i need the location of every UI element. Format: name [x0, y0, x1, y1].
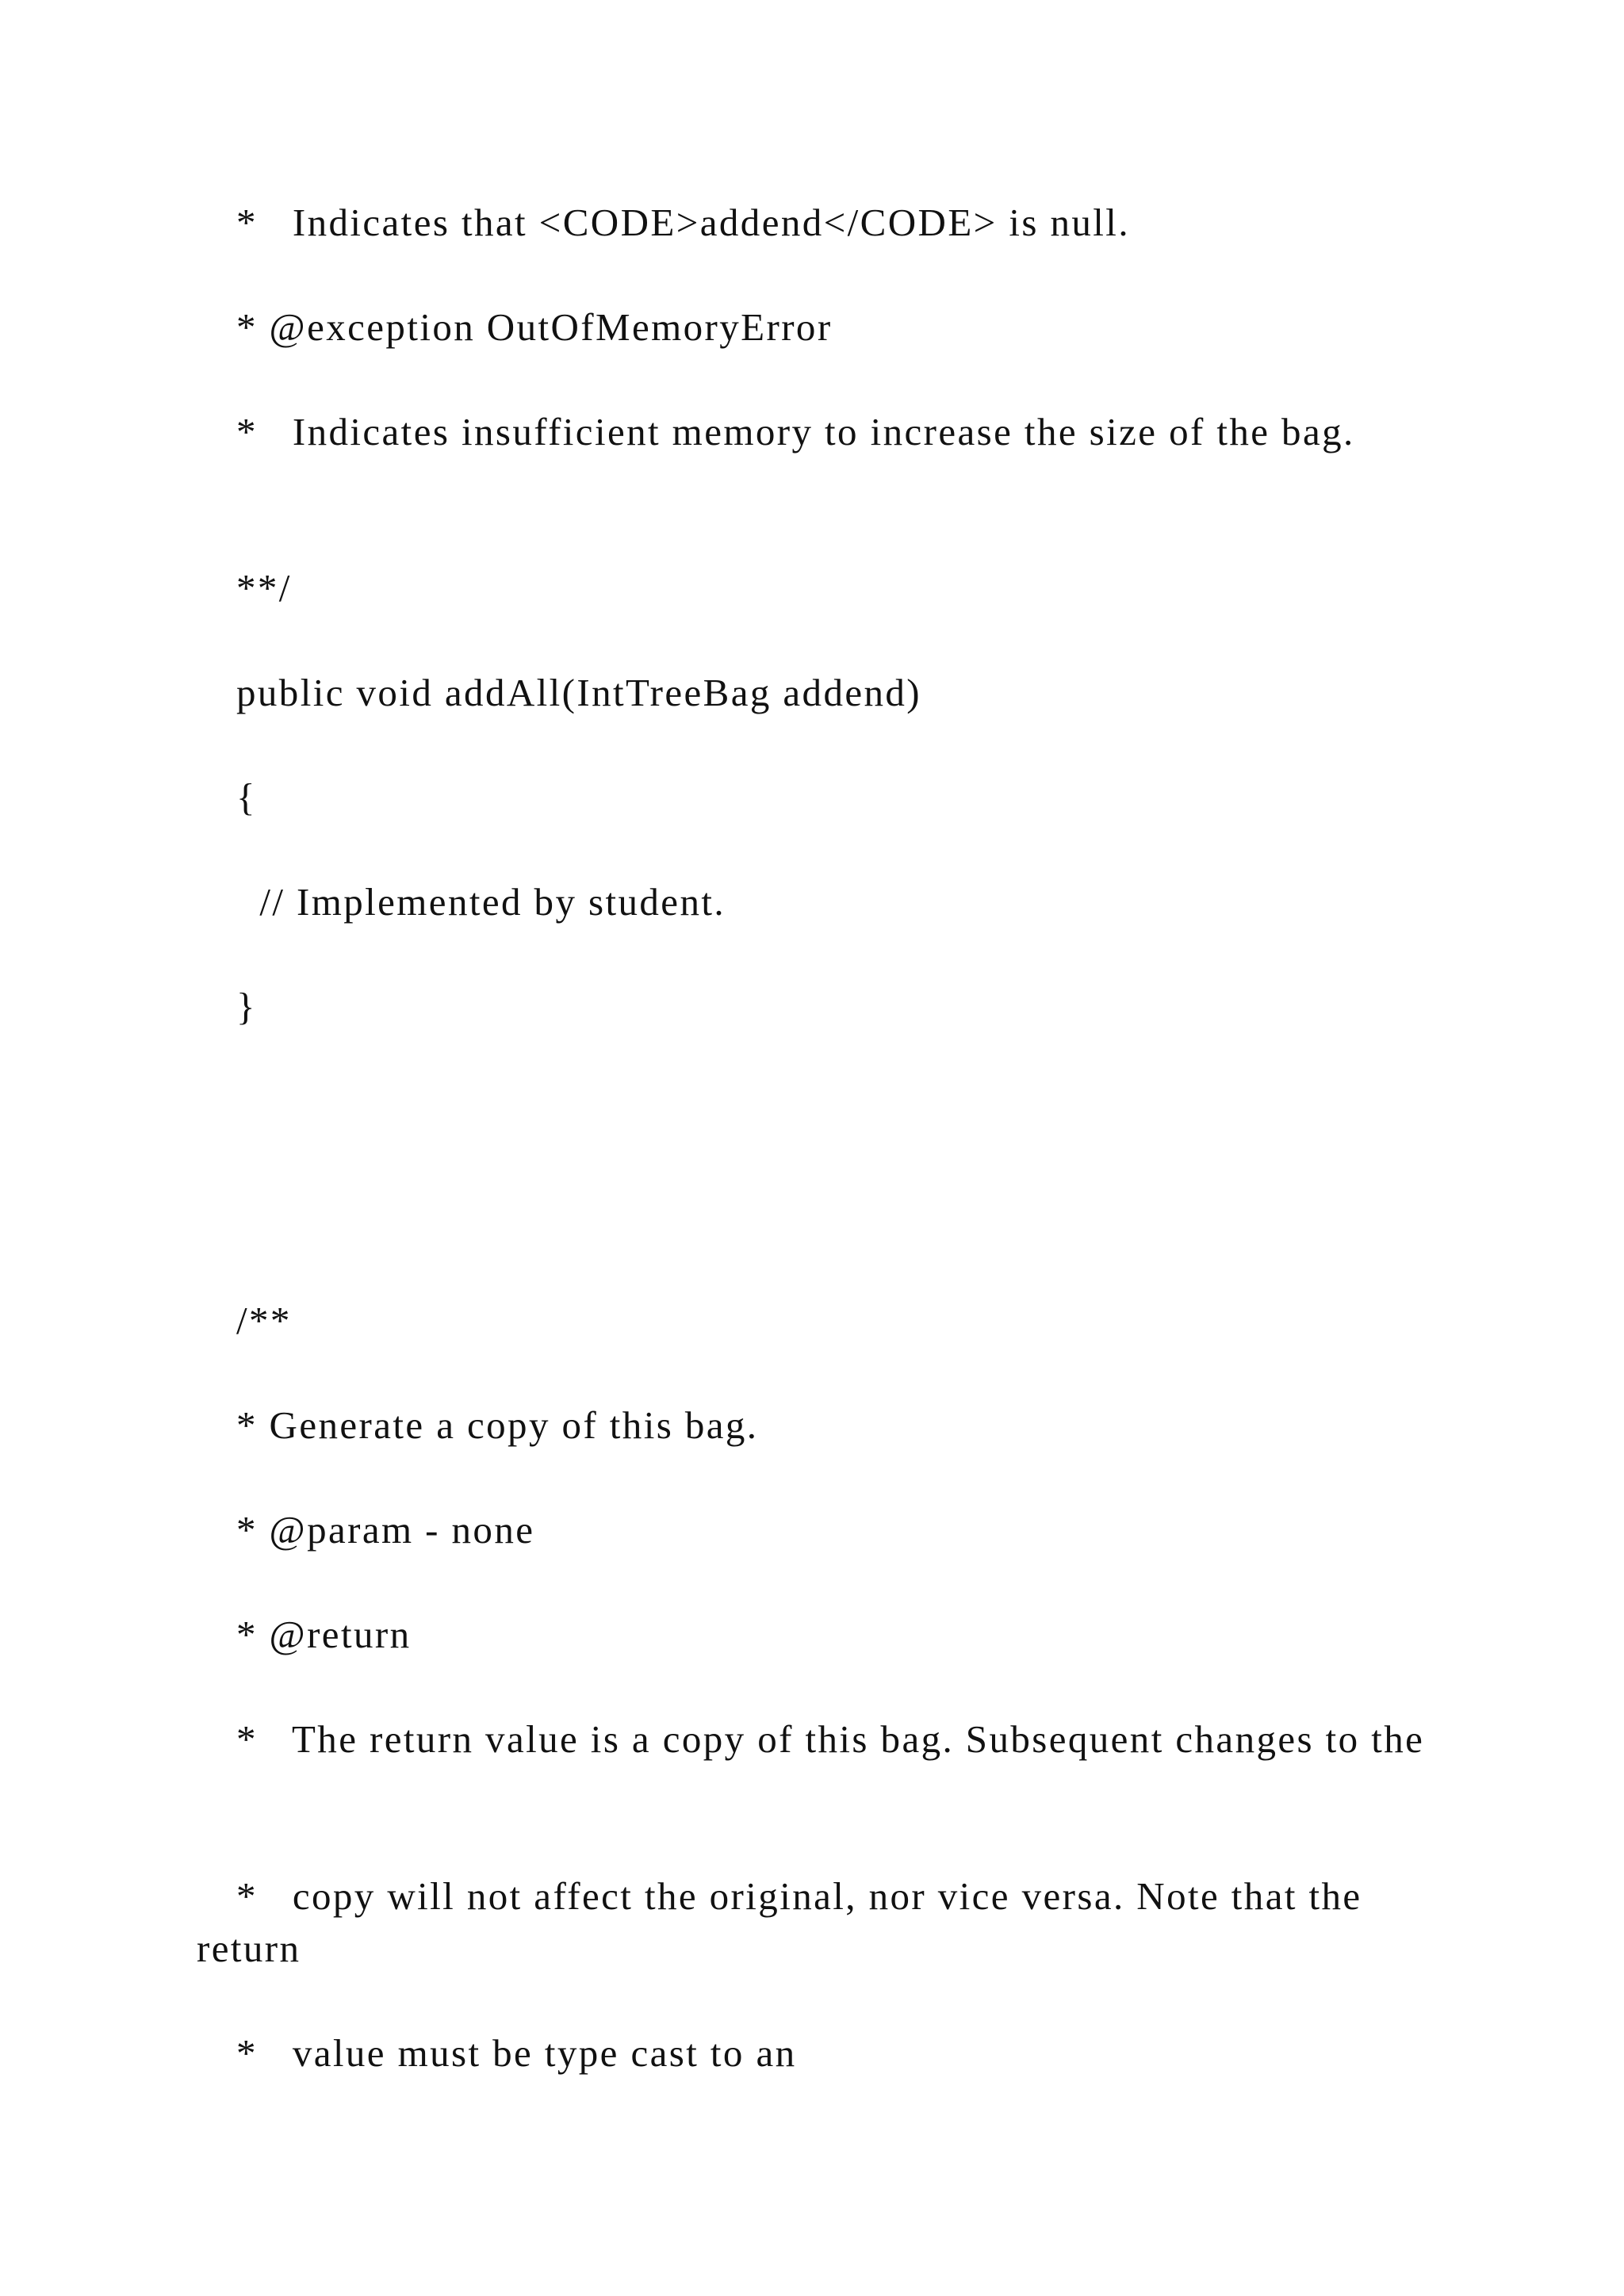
text-line: public void addAll(IntTreeBag addend) — [236, 671, 922, 714]
text-line: { — [236, 775, 257, 819]
text-line: * The return value is a copy of this bag. Subsequent changes to the — [236, 1717, 1425, 1761]
text-line: // Implemented by student. — [236, 880, 726, 924]
text-line: * @return — [236, 1613, 412, 1656]
text-line: /** — [236, 1299, 292, 1342]
text-line: * value must be type cast to an — [236, 2031, 797, 2075]
text-line: * @param - none — [236, 1508, 535, 1552]
text-line: * copy will not affect the original, nor vice versa. Note that the return — [197, 1874, 1374, 1970]
text-line: } — [236, 985, 257, 1028]
text-line: * @exception OutOfMemoryError — [236, 305, 833, 349]
text-line: * Indicates insufficient memory to increase the size of the bag. — [236, 410, 1355, 453]
text-line: * Generate a copy of this bag. — [236, 1403, 759, 1447]
text-line: * Indicates that <CODE>addend</CODE> is null. — [236, 201, 1130, 244]
text-line: **/ — [236, 566, 292, 610]
